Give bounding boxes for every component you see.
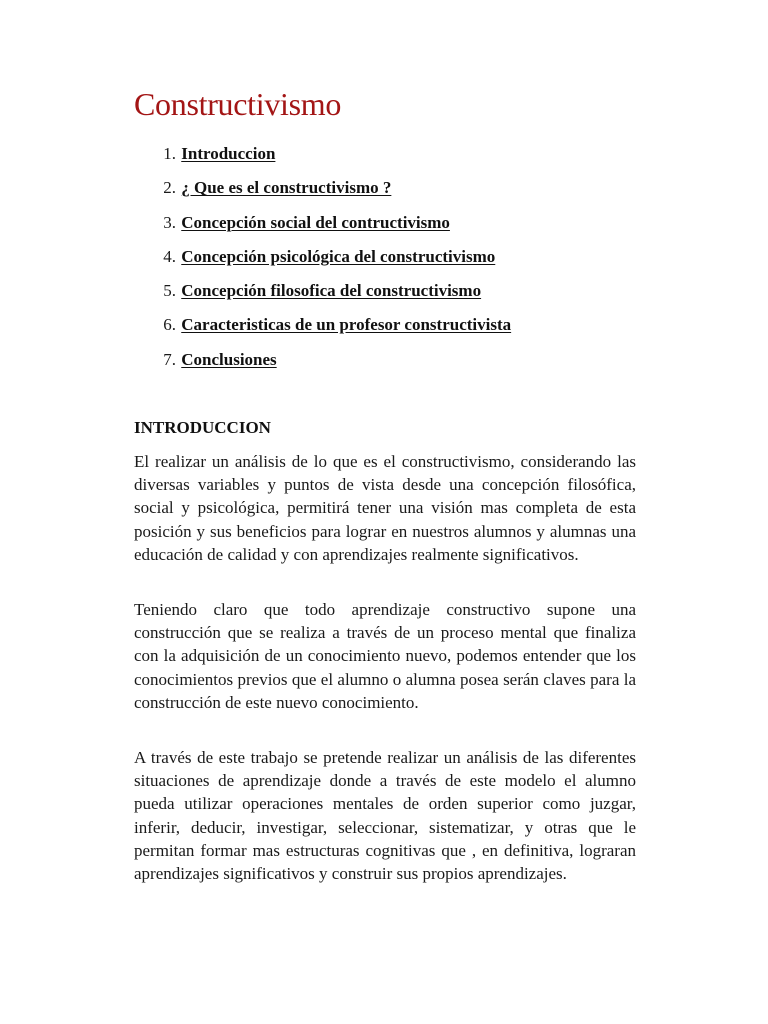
toc-number: 5.: [163, 281, 176, 301]
toc-item-introduccion: [134, 141, 511, 175]
section-heading-introduccion: INTRODUCCION: [134, 418, 271, 437]
toc-link-concepcion-filosofica[interactable]: Concepción filosofica del constructivismo: [181, 281, 482, 301]
paragraph: El realizar un análisis de lo que es el constructivismo, considerando las diversas variables y puntos de vista desde una concepción filosófica, social y psicológica, permitirá tener una visión mas completa de esta posición y sus beneficios para lograr en nuestros alumnos y alumnas una educación de calidad y con aprendizajes realmente significativos.: [134, 452, 636, 564]
toc-number: 3.: [163, 212, 176, 232]
toc-link-caracteristicas[interactable]: Caracteristicas de un profesor constructivista: [181, 315, 512, 335]
toc-number: 7.: [163, 349, 176, 369]
paragraph: Teniendo claro que todo aprendizaje constructivo supone una construcción que se realiza a través de un proceso mental que finaliza con la adquisición de un conocimiento nuevo, podemos entender que los conocimientos previos que el alumno o alumna posea serán claves para la construcción de este nuevo conocimiento.: [134, 600, 636, 712]
toc-item-que-es: [134, 175, 511, 209]
toc-link-concepcion-psicologica[interactable]: Concepción psicológica del constructivismo: [181, 246, 496, 266]
toc-item-conclusiones: [134, 347, 511, 381]
toc-number: 1.: [163, 144, 176, 163]
toc-item-concepcion-social: [134, 210, 511, 244]
toc-number: 6.: [163, 315, 176, 335]
table-of-contents: [134, 141, 511, 381]
toc-item-caracteristicas: [134, 312, 511, 346]
toc-item-concepcion-filosofica: [134, 278, 511, 312]
toc-link-que-es[interactable]: ¿ Que es el constructivismo ?: [181, 178, 392, 198]
toc-link-introduccion[interactable]: Introduccion: [181, 144, 276, 163]
paragraph: A través de este trabajo se pretende realizar un análisis de las diferentes situaciones de aprendizaje donde a través de este modelo el alumno pueda utilizar operaciones mentales de orden superior como juzgar, inferir, deducir, investigar, seleccionar, sistematizar, y otras que le permitan formar mas estructuras cognitivas que , en definitiva, lograran aprendizajes significativos y construir sus propios aprendizajes.: [134, 748, 636, 884]
toc-link-concepcion-social[interactable]: Concepción social del contructivismo: [181, 212, 450, 232]
toc-number: 4.: [163, 246, 176, 266]
toc-link-conclusiones[interactable]: Conclusiones: [181, 349, 277, 369]
page-title: Constructivismo: [134, 86, 342, 122]
toc-item-concepcion-psicologica: [134, 244, 511, 278]
toc-number: 2.: [163, 178, 176, 198]
